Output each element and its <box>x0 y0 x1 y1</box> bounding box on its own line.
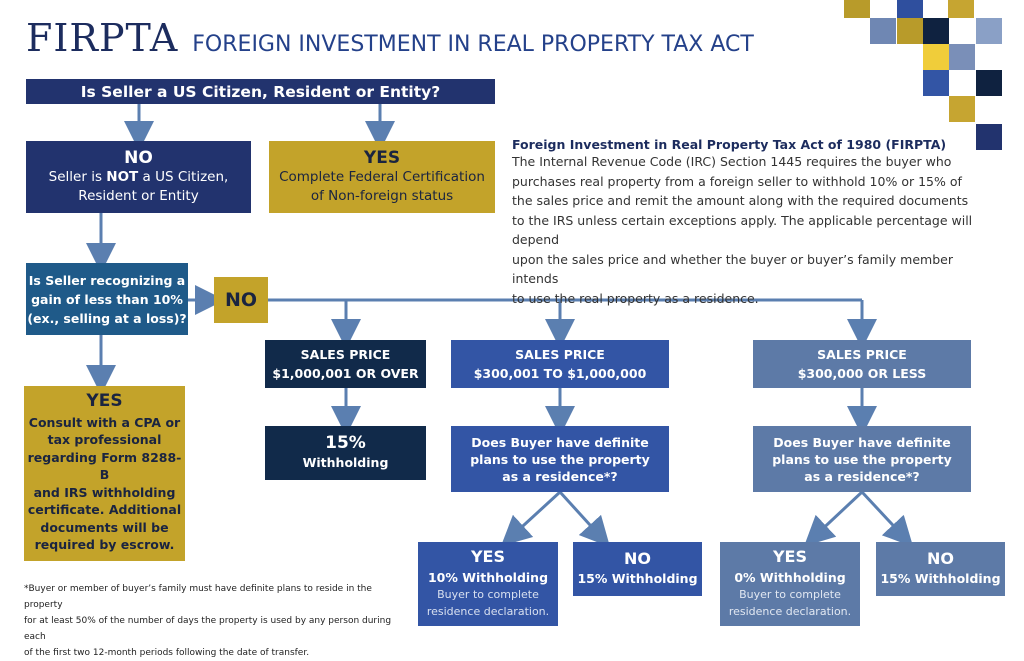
sales-price-low-box <box>753 340 971 388</box>
residence-question-low-box <box>753 426 971 492</box>
sales-price-mid-range: $300,001 TO $1,000,000 <box>473 366 647 381</box>
low-yes-withholding: 0% Withholding <box>734 570 846 585</box>
gain-yes-line: Consult with a CPA or <box>28 414 181 430</box>
gain-question-box <box>26 263 188 335</box>
sales-price-mid-label: SALES PRICE <box>515 347 605 362</box>
us-citizen-yes-heading: YES <box>363 147 401 168</box>
mid-no-withholding: 15% Withholding <box>577 571 698 586</box>
not-us-citizen-suffix: a US Citizen, <box>138 168 229 185</box>
gain-yes-line: regarding Form 8288-B <box>27 449 182 483</box>
sales-price-high-label: SALES PRICE <box>300 347 391 362</box>
arrow-to-mid-yes <box>512 492 560 536</box>
mid-yes-note: Buyer to complete <box>437 588 539 601</box>
low-no-box <box>876 542 1005 596</box>
not-us-citizen-box <box>26 141 251 213</box>
gain-yes-box <box>24 386 185 561</box>
intro-line: the sales price and remit the amount along with the required documents <box>512 193 969 208</box>
gain-yes-heading: YES <box>86 391 123 412</box>
withholding-high-box <box>265 426 426 480</box>
us-citizen-yes-line2: of Non-foreign status <box>310 187 454 204</box>
low-yes-note: Buyer to complete <box>739 588 841 601</box>
gain-yes-line: required by escrow. <box>34 537 175 553</box>
not-us-citizen-emphasis: NOT <box>106 168 139 185</box>
mid-no-box <box>573 542 702 596</box>
low-yes-box <box>720 542 860 626</box>
intro-line: purchases real property from a foreign seller to withhold 10% or 15% of <box>512 173 962 189</box>
low-no-heading: NO <box>927 549 954 568</box>
withholding-high-percent: 15% <box>325 433 366 453</box>
residence-question-line: Does Buyer have definite <box>471 434 649 450</box>
intro-line: upon the sales price and whether the buyer or buyer’s family member intends <box>512 251 953 286</box>
residence-question-line: plans to use the property <box>470 451 650 467</box>
gain-yes-line: documents will be <box>40 519 169 535</box>
mid-yes-heading: YES <box>470 547 506 566</box>
sales-price-low-label: SALES PRICE <box>817 347 907 362</box>
gain-no-box <box>214 277 268 323</box>
residence-question-line: plans to use the property <box>772 451 952 467</box>
low-yes-note: residence declaration. <box>728 605 852 618</box>
mid-yes-note: residence declaration. <box>426 605 550 618</box>
gain-question-line: (ex., selling at a loss)? <box>27 310 187 326</box>
withholding-high-label: Withholding <box>302 455 389 470</box>
us-citizen-yes-box <box>269 141 495 213</box>
footnote-line: *Buyer or member of buyer’s family must have definite plans to reside in the property <box>24 584 372 610</box>
gain-yes-line: tax professional <box>47 432 162 448</box>
gain-yes-line: and IRS withholding <box>33 484 176 500</box>
low-no-withholding: 15% Withholding <box>880 571 1001 586</box>
mid-yes-withholding: 10% Withholding <box>427 570 549 585</box>
sales-price-low-range: $300,000 OR LESS <box>797 366 927 381</box>
residence-question-mid-box <box>451 426 669 492</box>
arrow-to-low-no <box>862 492 903 536</box>
not-us-citizen-line2: Resident or Entity <box>78 187 199 204</box>
sales-price-high-range: $1,000,001 OR OVER <box>272 366 419 381</box>
sales-price-high-box <box>265 340 426 388</box>
residence-question-line: Does Buyer have definite <box>773 434 951 450</box>
intro-line: to the IRS unless certain exceptions apply. The applicable percentage will depend <box>512 212 973 247</box>
mid-no-heading: NO <box>624 549 651 568</box>
mid-yes-box <box>418 542 558 626</box>
gain-question-line: Is Seller recognizing a <box>28 272 186 288</box>
sales-price-mid-box <box>451 340 669 388</box>
gain-no-label: NO <box>224 289 258 311</box>
not-us-citizen-prefix: Seller is <box>48 168 107 185</box>
intro-paragraph <box>512 137 992 308</box>
intro-title: Foreign Investment in Real Property Tax Act of 1980 (FIRPTA) <box>512 137 947 152</box>
arrow-to-mid-no <box>560 492 600 536</box>
residence-question-line: as a residence*? <box>804 468 920 484</box>
intro-line: to use the real property as a residence. <box>512 290 759 306</box>
title-subtitle: FOREIGN INVESTMENT IN REAL PROPERTY TAX ACT <box>192 32 754 57</box>
residence-question-line: as a residence*? <box>502 468 618 484</box>
gain-yes-line: certificate. Additional <box>27 502 182 518</box>
title-acronym: FIRPTA <box>26 16 179 60</box>
question-us-citizen-text: Is Seller a US Citizen, Resident or Entity? <box>80 82 441 101</box>
gain-question-line: gain of less than 10% <box>31 291 183 307</box>
footnote-line: for at least 50% of the number of days the property is used by any person during each <box>24 616 392 642</box>
intro-line: The Internal Revenue Code (IRC) Section 1445 requires the buyer who <box>512 154 952 169</box>
low-yes-heading: YES <box>772 547 808 566</box>
footnote <box>24 581 404 661</box>
question-us-citizen <box>26 79 495 104</box>
not-us-citizen-heading: NO <box>124 147 153 168</box>
arrow-to-low-yes <box>815 492 862 536</box>
us-citizen-yes-line1: Complete Federal Certification <box>279 168 485 185</box>
footnote-line: of the first two 12-month periods following the date of transfer. <box>24 648 310 658</box>
not-us-citizen-line1 <box>49 168 229 187</box>
